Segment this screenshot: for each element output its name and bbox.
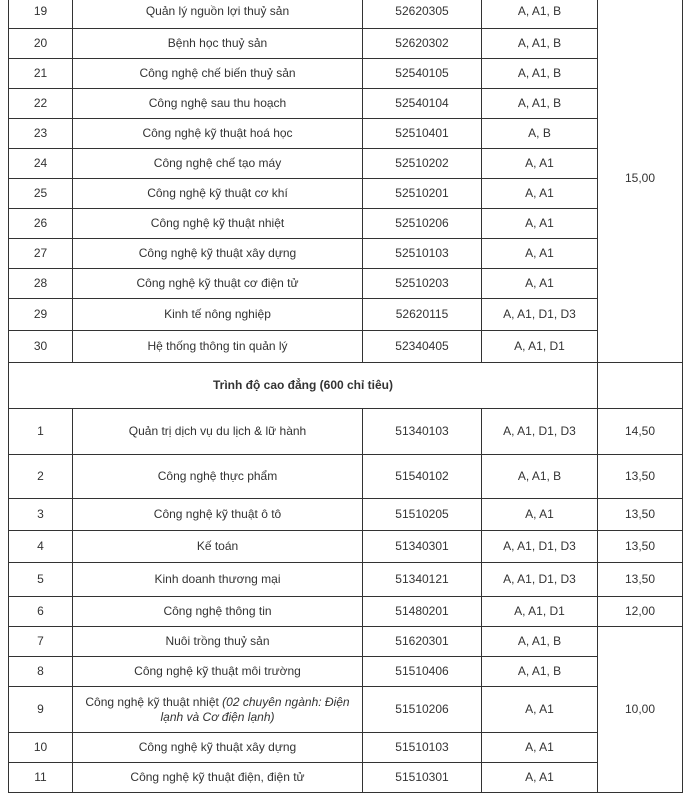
major-name-cell: Bệnh học thuỷ sản	[73, 29, 363, 59]
section-empty-cell	[598, 363, 683, 409]
table-row	[9, 209, 683, 239]
exam-blocks-cell: A, A1, B	[482, 0, 598, 29]
score-cell: 14,50	[598, 409, 683, 455]
exam-blocks-cell: A, A1, D1, D3	[482, 531, 598, 563]
table-row	[9, 89, 683, 119]
stt-cell: 3	[9, 499, 73, 531]
major-name-cell: Kế toán	[73, 531, 363, 563]
exam-blocks-cell: A, A1, B	[482, 657, 598, 687]
stt-cell: 9	[9, 687, 73, 733]
table-row	[9, 0, 683, 29]
table-row	[9, 687, 683, 733]
stt-cell: 11	[9, 763, 73, 793]
score-cell: 13,50	[598, 563, 683, 597]
stt-cell: 20	[9, 29, 73, 59]
table-row	[9, 59, 683, 89]
exam-blocks-cell: A, A1, D1, D3	[482, 409, 598, 455]
table-row	[9, 119, 683, 149]
exam-blocks-cell: A, A1, B	[482, 29, 598, 59]
major-name-cell: Công nghệ chế biến thuỷ sản	[73, 59, 363, 89]
table-row	[9, 29, 683, 59]
stt-cell: 2	[9, 455, 73, 499]
table-row	[9, 455, 683, 499]
major-name-cell: Công nghệ kỹ thuật điện, điện tử	[73, 763, 363, 793]
major-name-cell: Kinh doanh thương mại	[73, 563, 363, 597]
exam-blocks-cell: A, B	[482, 119, 598, 149]
stt-cell: 21	[9, 59, 73, 89]
major-name-cell: Quản trị dịch vụ du lịch & lữ hành	[73, 409, 363, 455]
table-row	[9, 627, 683, 657]
stt-cell: 4	[9, 531, 73, 563]
major-code-cell: 52620302	[363, 29, 482, 59]
table-row	[9, 499, 683, 531]
exam-blocks-cell: A, A1	[482, 209, 598, 239]
major-name-cell: Công nghệ kỹ thuật xây dựng	[73, 733, 363, 763]
table-row	[9, 597, 683, 627]
exam-blocks-cell: A, A1	[482, 239, 598, 269]
major-code-cell: 52540105	[363, 59, 482, 89]
exam-blocks-cell: A, A1, B	[482, 59, 598, 89]
stt-cell: 6	[9, 597, 73, 627]
section-header-row	[9, 363, 683, 409]
stt-cell: 25	[9, 179, 73, 209]
exam-blocks-cell: A, A1	[482, 733, 598, 763]
major-name-cell: Công nghệ kỹ thuật cơ khí	[73, 179, 363, 209]
major-name-cell: Công nghệ chế tạo máy	[73, 149, 363, 179]
table-row	[9, 409, 683, 455]
major-name-cell: Quản lý nguồn lợi thuỷ sản	[73, 0, 363, 29]
exam-blocks-cell: A, A1, D1	[482, 597, 598, 627]
table-row	[9, 299, 683, 331]
major-code-cell: 52510201	[363, 179, 482, 209]
major-name-cell: Công nghệ thực phẩm	[73, 455, 363, 499]
major-code-cell: 51510206	[363, 687, 482, 733]
major-code-cell: 51480201	[363, 597, 482, 627]
admission-table	[8, 0, 683, 793]
score-cell: 12,00	[598, 597, 683, 627]
major-name-note: (02 chuyên ngành: Điện lạnh và Cơ điện lạnh)	[160, 694, 350, 724]
stt-cell: 26	[9, 209, 73, 239]
major-code-cell: 52510401	[363, 119, 482, 149]
major-name-cell: Công nghệ kỹ thuật môi trường	[73, 657, 363, 687]
section-title: Trình độ cao đẳng (600 chỉ tiêu)	[9, 363, 598, 409]
score-cell: 15,00	[598, 0, 683, 363]
major-name-cell: Công nghệ kỹ thuật xây dựng	[73, 239, 363, 269]
major-code-cell: 51510301	[363, 763, 482, 793]
major-code-cell: 52540104	[363, 89, 482, 119]
stt-cell: 29	[9, 299, 73, 331]
major-code-cell: 51510205	[363, 499, 482, 531]
stt-cell: 7	[9, 627, 73, 657]
major-name-cell: Công nghệ kỹ thuật hoá học	[73, 119, 363, 149]
major-code-cell: 52510202	[363, 149, 482, 179]
major-code-cell: 52620115	[363, 299, 482, 331]
score-cell: 13,50	[598, 455, 683, 499]
table-row	[9, 239, 683, 269]
stt-cell: 30	[9, 331, 73, 363]
table-row	[9, 269, 683, 299]
table-row	[9, 657, 683, 687]
major-name-cell	[73, 687, 363, 733]
major-name-cell: Công nghệ thông tin	[73, 597, 363, 627]
exam-blocks-cell: A, A1, B	[482, 627, 598, 657]
exam-blocks-cell: A, A1	[482, 149, 598, 179]
exam-blocks-cell: A, A1, D1	[482, 331, 598, 363]
stt-cell: 10	[9, 733, 73, 763]
major-code-cell: 51340301	[363, 531, 482, 563]
major-code-cell: 51540102	[363, 455, 482, 499]
exam-blocks-cell: A, A1, B	[482, 455, 598, 499]
table-row	[9, 733, 683, 763]
major-name-cell: Công nghệ kỹ thuật cơ điện tử	[73, 269, 363, 299]
exam-blocks-cell: A, A1, B	[482, 89, 598, 119]
stt-cell: 27	[9, 239, 73, 269]
major-code-cell: 52340405	[363, 331, 482, 363]
major-code-cell: 52510206	[363, 209, 482, 239]
major-code-cell: 51510103	[363, 733, 482, 763]
major-code-cell: 52510203	[363, 269, 482, 299]
table-row	[9, 179, 683, 209]
major-code-cell: 52620305	[363, 0, 482, 29]
major-name-cell: Hệ thống thông tin quản lý	[73, 331, 363, 363]
major-name: Công nghệ kỹ thuật nhiệt	[85, 694, 219, 709]
major-name-cell: Công nghệ kỹ thuật nhiệt	[73, 209, 363, 239]
major-code-cell: 51510406	[363, 657, 482, 687]
score-cell: 13,50	[598, 531, 683, 563]
stt-cell: 24	[9, 149, 73, 179]
exam-blocks-cell: A, A1	[482, 179, 598, 209]
major-code-cell: 52510103	[363, 239, 482, 269]
stt-cell: 23	[9, 119, 73, 149]
table-row	[9, 763, 683, 793]
table-row	[9, 149, 683, 179]
score-cell: 10,00	[598, 627, 683, 793]
major-name-cell: Kinh tế nông nghiệp	[73, 299, 363, 331]
table-row	[9, 331, 683, 363]
stt-cell: 22	[9, 89, 73, 119]
stt-cell: 5	[9, 563, 73, 597]
exam-blocks-cell: A, A1	[482, 763, 598, 793]
major-name-cell: Công nghệ sau thu hoạch	[73, 89, 363, 119]
stt-cell: 8	[9, 657, 73, 687]
stt-cell: 19	[9, 0, 73, 29]
exam-blocks-cell: A, A1	[482, 499, 598, 531]
table-row	[9, 531, 683, 563]
major-code-cell: 51340121	[363, 563, 482, 597]
stt-cell: 1	[9, 409, 73, 455]
exam-blocks-cell: A, A1, D1, D3	[482, 563, 598, 597]
major-name-cell: Công nghệ kỹ thuật ô tô	[73, 499, 363, 531]
score-cell: 13,50	[598, 499, 683, 531]
stt-cell: 28	[9, 269, 73, 299]
exam-blocks-cell: A, A1, D1, D3	[482, 299, 598, 331]
exam-blocks-cell: A, A1	[482, 687, 598, 733]
table-row	[9, 563, 683, 597]
major-name-cell: Nuôi trồng thuỷ sản	[73, 627, 363, 657]
major-code-cell: 51340103	[363, 409, 482, 455]
exam-blocks-cell: A, A1	[482, 269, 598, 299]
major-code-cell: 51620301	[363, 627, 482, 657]
